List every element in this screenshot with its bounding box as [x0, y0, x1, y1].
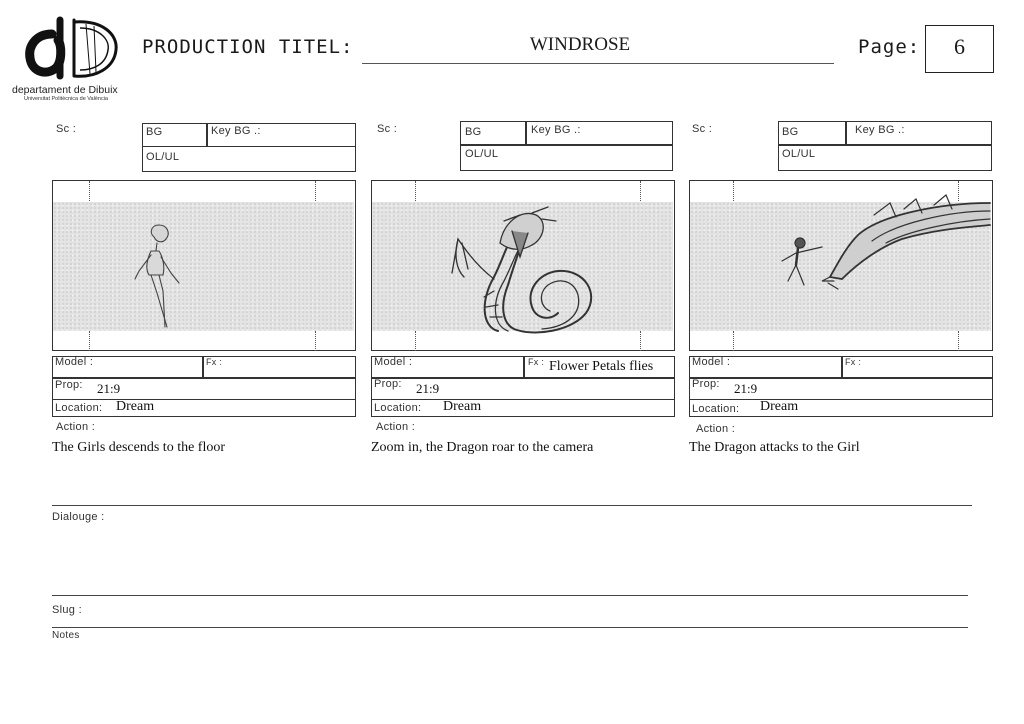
- slug-label: Slug :: [52, 604, 82, 616]
- dragon-attack-icon: [690, 181, 991, 352]
- model-label: Model :: [374, 356, 413, 368]
- olul-label: OL/UL: [465, 148, 499, 160]
- fx-label: Fx :: [528, 357, 545, 367]
- key-bg-label: Key BG .:: [211, 125, 261, 137]
- dialogue-area[interactable]: [52, 527, 968, 593]
- dialogue-top-line: [52, 505, 972, 506]
- prop-value: 21:9: [734, 381, 758, 396]
- scene-label: Sc :: [692, 123, 713, 135]
- location-value: Dream: [760, 399, 799, 414]
- model-label: Model :: [55, 356, 94, 368]
- bg-label: BG: [146, 126, 163, 138]
- page-label: Page:: [858, 36, 921, 58]
- production-title-underline: [362, 63, 834, 64]
- girl-descending-icon: [53, 181, 354, 352]
- prop-value: 21:9: [97, 381, 121, 396]
- logo-subtitle: Universitat Politècnica de València: [24, 96, 108, 102]
- action-value[interactable]: Zoom in, the Dragon roar to the camera: [371, 440, 594, 455]
- key-bg-label: Key BG .:: [855, 124, 905, 136]
- prop-label: Prop:: [374, 378, 402, 390]
- dragon-roaring-icon: [372, 181, 673, 352]
- scene-label: Sc :: [56, 123, 77, 135]
- department-logo-icon: [22, 14, 122, 82]
- prop-value: 21:9: [416, 381, 440, 396]
- prop-label: Prop:: [692, 378, 720, 390]
- key-bg-label: Key BG .:: [531, 124, 581, 136]
- location-label: Location:: [374, 402, 422, 414]
- production-title-value[interactable]: WINDROSE: [529, 34, 631, 55]
- olul-label: OL/UL: [782, 148, 816, 160]
- action-label: Action :: [56, 421, 96, 433]
- fx-label: Fx :: [845, 357, 862, 367]
- slug-top-line: [52, 595, 968, 596]
- logo-text: departament de Dibuix: [12, 84, 118, 96]
- fx-label: Fx :: [206, 357, 223, 367]
- bg-label: BG: [782, 126, 799, 138]
- notes-label: Notes: [52, 630, 80, 641]
- panel-frame[interactable]: [371, 180, 675, 351]
- action-label: Action :: [696, 423, 736, 435]
- production-title-label: PRODUCTION TITEL:: [142, 36, 354, 58]
- action-value[interactable]: The Girls descends to the floor: [52, 440, 226, 455]
- scene-label: Sc :: [377, 123, 398, 135]
- dialogue-label: Dialouge :: [52, 511, 105, 523]
- location-value: Dream: [443, 399, 482, 414]
- action-value[interactable]: The Dragon attacks to the Girl: [689, 440, 860, 455]
- prop-label: Prop:: [55, 379, 83, 391]
- fx-value: Flower Petals flies: [549, 359, 654, 374]
- location-label: Location:: [55, 402, 103, 414]
- model-label: Model :: [692, 356, 731, 368]
- location-label: Location:: [692, 403, 740, 415]
- fx-field[interactable]: [202, 356, 356, 379]
- fx-field[interactable]: [841, 356, 993, 379]
- panel-frame[interactable]: [689, 180, 993, 351]
- action-label: Action :: [376, 421, 416, 433]
- notes-top-line: [52, 627, 968, 628]
- bg-label: BG: [465, 126, 482, 138]
- olul-label: OL/UL: [146, 151, 180, 163]
- page-number-value: 6: [954, 34, 965, 59]
- location-value: Dream: [116, 399, 155, 414]
- panel-frame[interactable]: [52, 180, 356, 351]
